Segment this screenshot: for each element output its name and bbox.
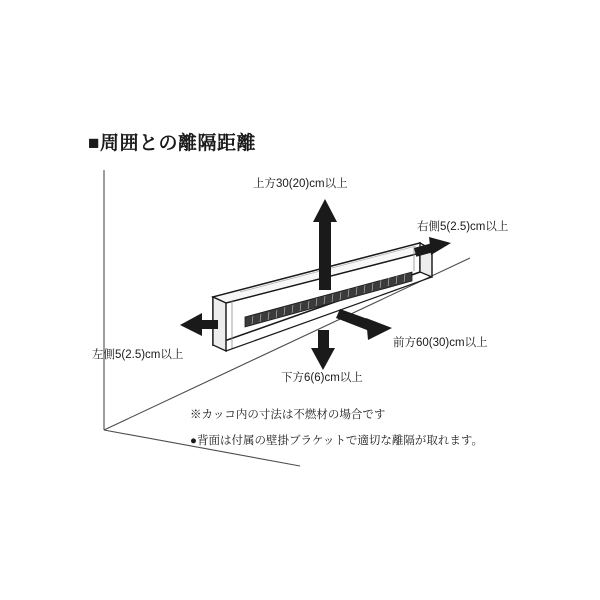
label-right-clearance: 右側5(2.5)cm以上 xyxy=(417,221,509,233)
right-arrow xyxy=(414,237,451,257)
front-arrow xyxy=(336,309,392,340)
note-wall-bracket: ●背面は付属の壁掛ブラケットで適切な離隔が取れます。 xyxy=(190,435,483,447)
label-left-clearance: 左側5(2.5)cm以上 xyxy=(92,349,184,361)
label-bottom-clearance: 下方6(6)cm以上 xyxy=(281,372,363,384)
label-front-clearance: 前方60(30)cm以上 xyxy=(393,337,488,349)
note-noncombustible: ※カッコ内の寸法は不燃材の場合です xyxy=(190,409,386,421)
down-arrow xyxy=(311,330,335,370)
label-top-clearance: 上方30(20)cm以上 xyxy=(253,178,348,190)
page-title: ■周囲との離隔距離 xyxy=(88,133,256,154)
